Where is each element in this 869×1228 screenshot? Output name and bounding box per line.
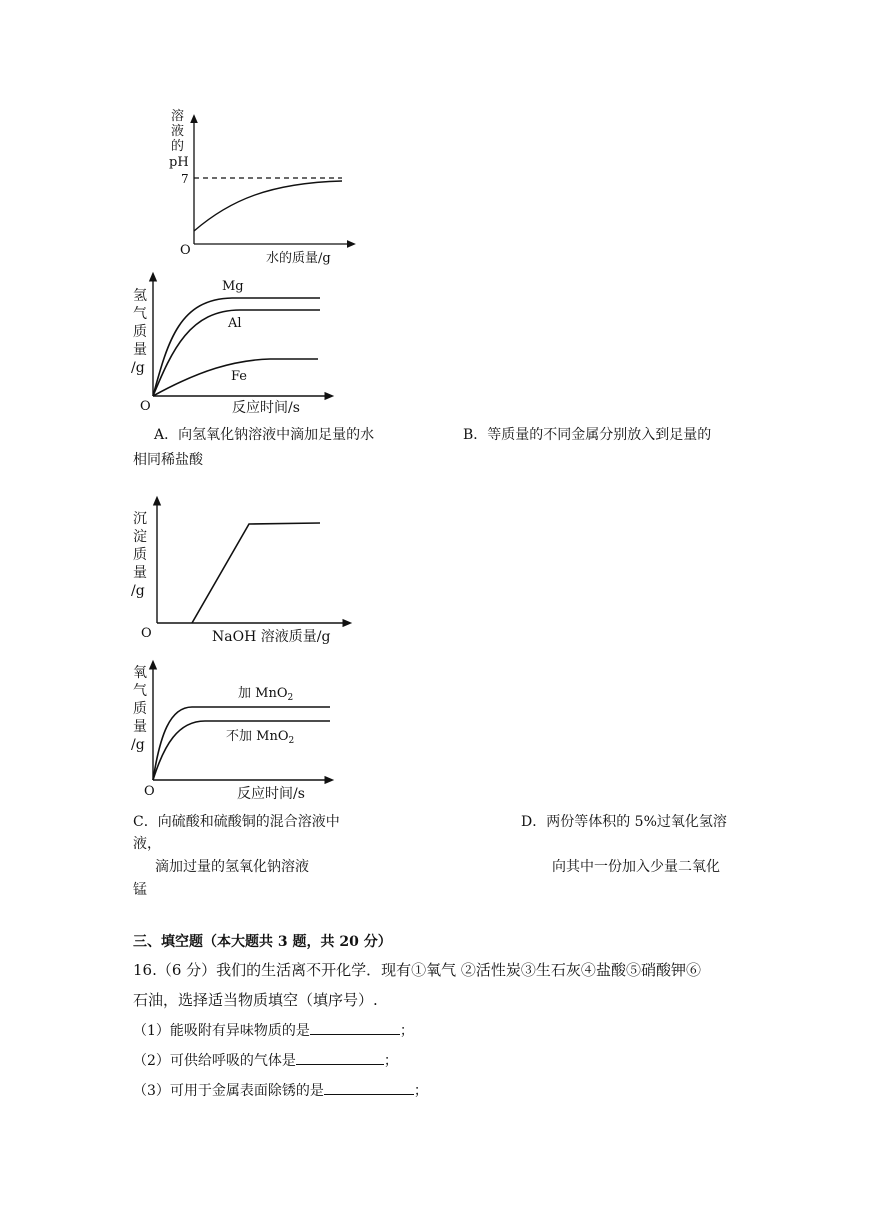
chart-a-ylabel [169, 108, 189, 170]
chart-c-precipitate-line [192, 523, 320, 623]
chart-d-ylabel-3: 质 [133, 701, 147, 717]
chart-d-ylabel-4: 量 [133, 719, 147, 735]
option-d-line3: 向其中一份加入少量二氧化 [552, 859, 720, 875]
chart-a-origin: O [180, 243, 191, 258]
sub-item-3 [133, 1079, 428, 1101]
chart-c-ylabel-4: 量 [133, 565, 147, 581]
chart-c-ylabel-1: 沉 [133, 511, 147, 527]
chart-b-label-al: Al [228, 316, 242, 331]
option-d-line1: D．两份等体积的 5%过氧化氢溶 [521, 814, 727, 830]
sub-item-1-end: ； [399, 1023, 414, 1039]
option-c-line1: C．向硫酸和硫酸铜的混合溶液中 [133, 814, 340, 830]
chart-d-ylabel-5: /g [131, 737, 145, 753]
chart-d-with-mno2-curve [153, 707, 330, 780]
sub-item-3-text: （3）可用于金属表面除锈的是 [133, 1083, 324, 1099]
chart-c-ylabel [131, 511, 147, 599]
answer-blank-1[interactable] [310, 1019, 400, 1035]
chart-d-label-without-mno2: 不加 MnO$_2$ [226, 729, 295, 746]
chart-d-ylabel [131, 665, 147, 753]
sub-item-2-text: （2）可供给呼吸的气体是 [133, 1053, 296, 1069]
option-a-line1: A．向氢氧化钠溶液中滴加足量的水 [154, 427, 375, 443]
chart-b-xlabel: 反应时间/s [232, 400, 300, 416]
chart-b-label-fe: Fe [231, 369, 248, 384]
chart-b-ylabel-4: 量 [133, 342, 147, 358]
chart-b-ylabel-3: 质 [133, 324, 147, 340]
option-d-line4: 锰 [133, 882, 147, 898]
chart-d-ylabel-2: 气 [133, 683, 147, 699]
chart-c-ylabel-5: /g [131, 583, 145, 599]
chart-b-origin: O [140, 399, 151, 414]
chart-d-xlabel: 反应时间/s [237, 786, 305, 802]
chart-b-fe-curve [153, 359, 318, 396]
sub-item-2 [133, 1049, 398, 1071]
chart-d-origin: O [144, 784, 155, 799]
option-b-line1: B．等质量的不同金属分别放入到足量的 [463, 427, 712, 443]
chart-b-ylabel [131, 288, 147, 376]
question-16-line1: 16.（6 分）我们的生活离不开化学．现有①氧气 ②活性炭③生石灰④盐酸⑤硝酸钾⑥ [133, 961, 701, 979]
chart-c-ylabel-2: 淀 [133, 529, 147, 545]
sub-item-1-text: （1）能吸附有异味物质的是 [133, 1023, 310, 1039]
answer-blank-3[interactable] [324, 1079, 414, 1095]
chart-a-ylabel-1: 溶 [171, 109, 185, 124]
chart-a-ph-curve [194, 181, 342, 231]
option-ab-line2: 相同稀盐酸 [133, 452, 203, 468]
chart-a-y-tick-7: 7 [181, 172, 189, 186]
sub-item-3-end: ； [413, 1083, 428, 1099]
chart-b-mg-curve [153, 298, 320, 396]
question-16-line2: 石油，选择适当物质填空（填序号）. [133, 991, 378, 1009]
chart-b-ylabel-5: /g [131, 360, 145, 376]
sub-item-1 [133, 1019, 414, 1041]
chart-b-ylabel-2: 气 [133, 306, 147, 322]
chart-b-ylabel-1: 氢 [133, 288, 147, 304]
chart-d-label-with-mno2: 加 MnO$_2$ [238, 686, 294, 703]
chart-a-ylabel-2: 液 [171, 124, 185, 139]
section-heading: 三、填空题（本大题共 3 题，共 20 分） [133, 934, 392, 950]
option-c-line3: 滴加过量的氢氧化钠溶液 [155, 859, 309, 875]
chart-c-xlabel: NaOH 溶液质量/g [212, 629, 331, 645]
answer-blank-2[interactable] [296, 1049, 384, 1065]
chart-a-ylabel-3: 的 [171, 139, 185, 154]
chart-d-without-mno2-curve [153, 721, 330, 780]
chart-c-ylabel-3: 质 [133, 547, 147, 563]
chart-d-ylabel-1: 氧 [133, 665, 147, 681]
chart-a-xlabel: 水的质量/g [266, 251, 331, 266]
chart-b-al-curve [153, 310, 320, 396]
chart-b-label-mg: Mg [222, 279, 244, 294]
chart-a-ylabel-4: pH [169, 155, 189, 170]
sub-item-2-end: ； [383, 1053, 398, 1069]
chart-c-origin: O [141, 626, 152, 641]
option-c-line2: 液， [133, 836, 161, 852]
